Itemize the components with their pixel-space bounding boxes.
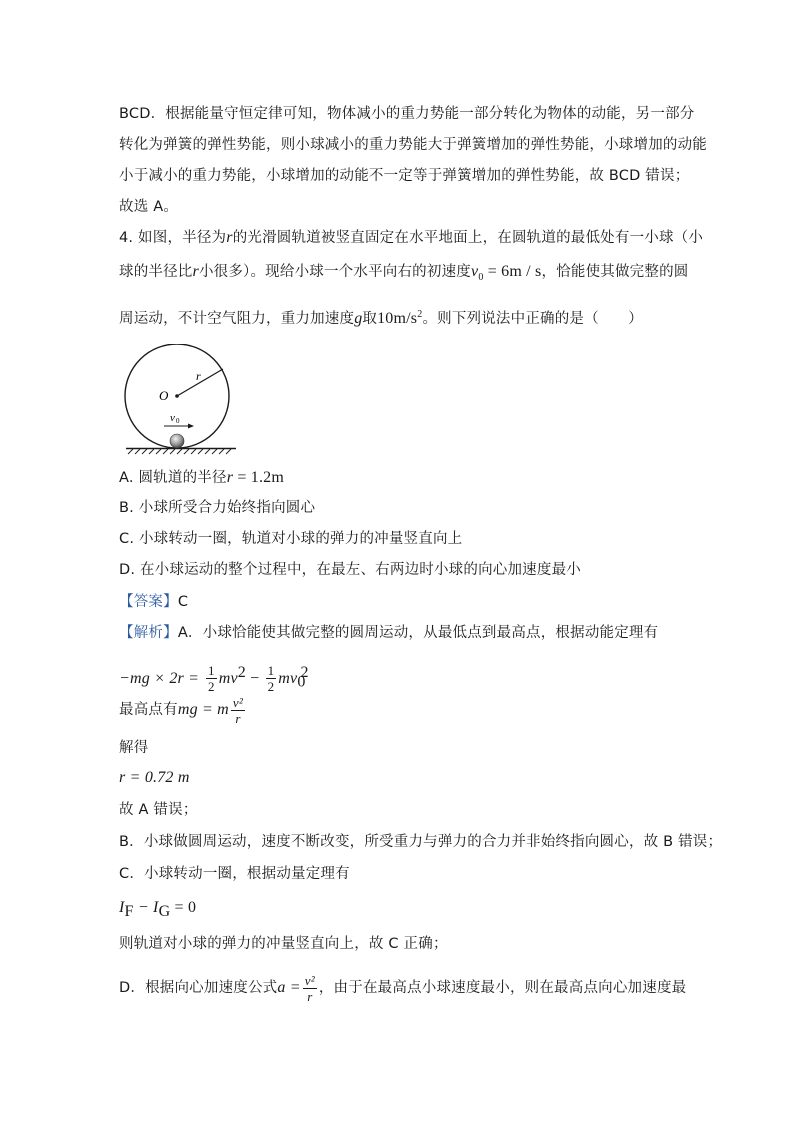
question-line: 周运动，不计空气阻力，重力加速度g取$10m/s^2$。则下列说法中正确的是（ ） bbox=[119, 309, 643, 327]
text-line: D．根据向心加速度公式a = $\frac{\text{v²}}{r}$ ，由于在最高点小球速度最小，则在最高点向心加速度最 bbox=[119, 972, 687, 1004]
option-b: B. 小球所受合力始终指向圆心 bbox=[119, 500, 316, 516]
text-line: 故 A 错误； bbox=[119, 802, 198, 818]
circular-track-figure bbox=[118, 344, 240, 456]
option-d: D. 在小球运动的整个过程中，在最左、右两边时小球的向心加速度最小 bbox=[119, 562, 581, 578]
velocity-subscript: 0 bbox=[176, 417, 180, 425]
option-c: C. 小球转动一圈，轨道对小球的弹力的冲量竖直向上 bbox=[119, 531, 463, 547]
ground-hatching bbox=[128, 449, 231, 454]
text-line: 故选 A。 bbox=[119, 199, 179, 215]
question-line: 球的半径比r小很多）。现给小球一个水平向右的初速度$v_0 = 6m / s$，恰能使其做完整的圆 bbox=[119, 263, 689, 283]
ball bbox=[170, 434, 184, 448]
answer-tag: 【答案】 bbox=[119, 594, 178, 610]
result-equation: r = 0.72 m bbox=[119, 769, 190, 786]
question-line: 4. 如图，半径为r的光滑圆轨道被竖直固定在水平地面上，在圆轨道的最低处有一小球（小 bbox=[119, 229, 704, 246]
velocity-label: v bbox=[170, 412, 175, 424]
answer-line bbox=[119, 592, 679, 612]
analysis-tag: 【解析】 bbox=[119, 625, 178, 641]
option-a: A. 圆轨道的半径r = 1.2m bbox=[119, 469, 284, 486]
text-line: BCD．根据能量守恒定律可知，物体减小的重力势能一部分转化为物体的动能，另一部分 bbox=[119, 106, 695, 122]
top-point-equation: 最高点有mg = m $\frac{\text{v²}}{r}$ bbox=[119, 694, 243, 726]
center-label: O bbox=[159, 388, 169, 403]
radius-label: r bbox=[196, 369, 201, 383]
solve-label: 解得 bbox=[119, 740, 149, 756]
energy-equation: −mg × 2r = $\frac{1}{2}$ $mv^2$ − $\frac{1}{2}$ $mv_0^2$ bbox=[119, 663, 309, 695]
momentum-equation: $I_F - I_G = 0$ bbox=[119, 899, 197, 920]
text-line: 则轨道对小球的弹力的冲量竖直向上，故 C 正确； bbox=[119, 936, 448, 952]
text-line: C．小球转动一圈，根据动量定理有 bbox=[119, 866, 350, 882]
text-line: 转化为弹簧的弹性势能，则小球减小的重力势能大于弹簧增加的弹性势能，小球增加的动能 bbox=[119, 137, 707, 153]
answer-value: C bbox=[177, 594, 189, 610]
velocity-arrowhead bbox=[188, 424, 194, 429]
text-line: 小于减小的重力势能，小球增加的动能不一定等于弹簧增加的弹性势能，故 BCD 错误； bbox=[119, 168, 690, 184]
analysis-line: 【解析】A．小球恰能使其做完整的圆周运动，从最低点到最高点，根据动能定理有 bbox=[119, 625, 659, 641]
text-line: B．小球做圆周运动，速度不断改变，所受重力与弹力的合力并非始终指向圆心，故 B 错误； bbox=[119, 834, 723, 850]
